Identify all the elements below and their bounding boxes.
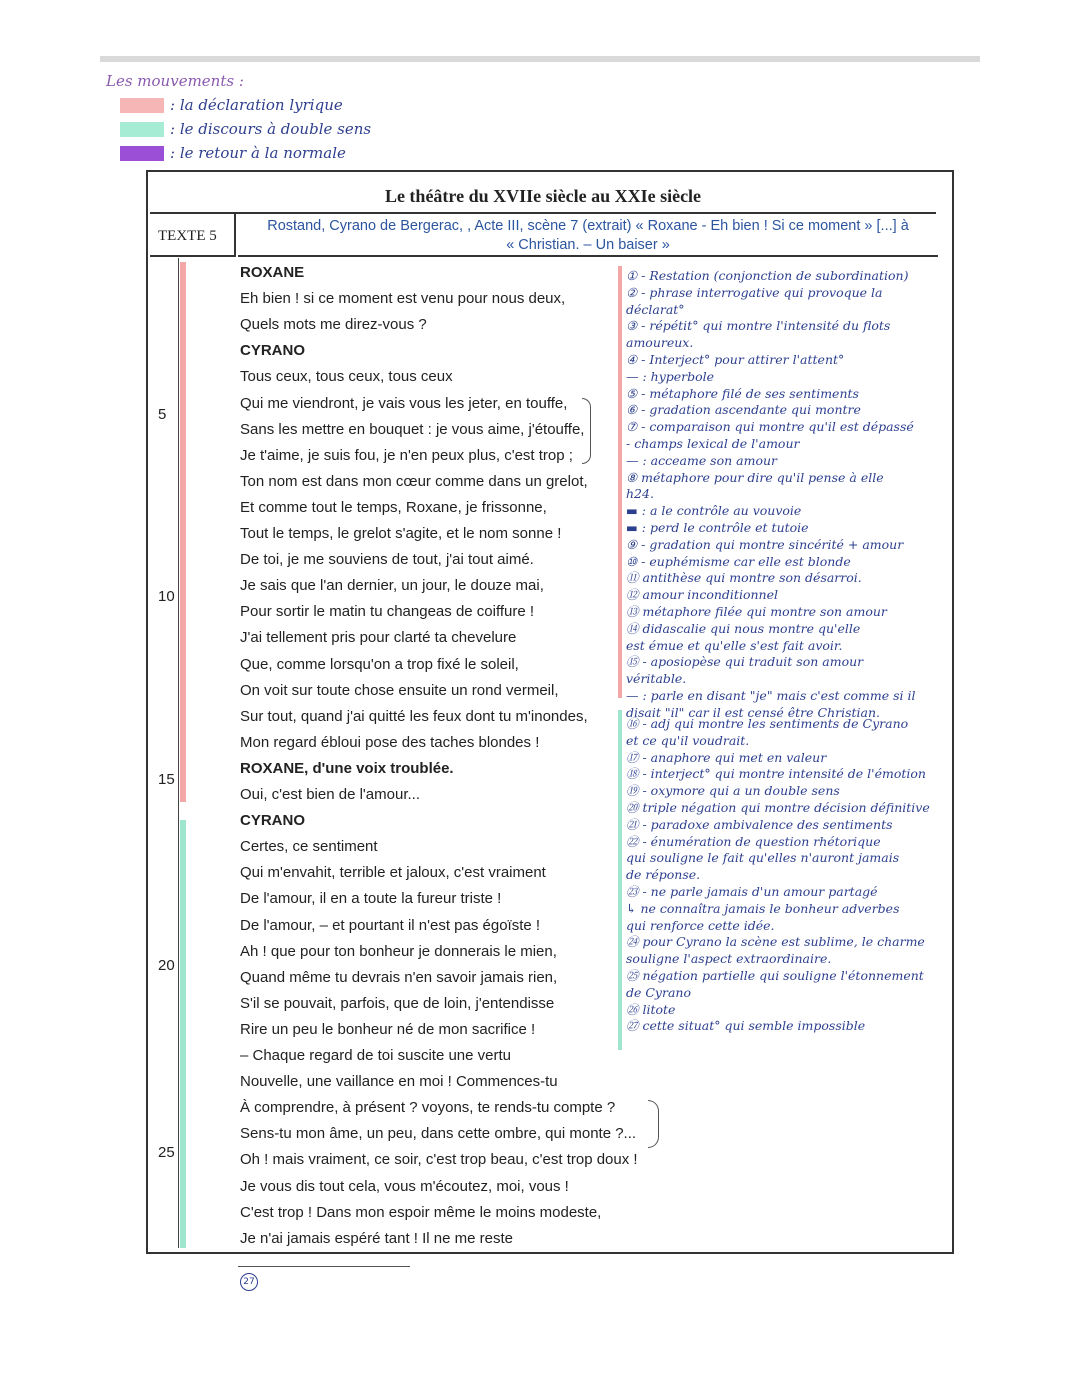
- annotation-note: ▬ : perd le contrôle et tutoie: [626, 519, 809, 535]
- annotation-note: ⑥ - gradation ascendante qui montre: [626, 402, 861, 418]
- verse-line: Ton nom est dans mon cœur comme dans un grelot,: [240, 472, 588, 490]
- line-number: 15: [158, 771, 175, 788]
- verse-line: Tous ceux, tous ceux, tous ceux: [240, 368, 453, 386]
- verse-line: Quand même tu devrais n'en savoir jamais rien,: [240, 968, 558, 986]
- annotation-note: ⑬ métaphore filée qui montre son amour: [626, 603, 887, 619]
- verse-line: De l'amour, – et pourtant il n'est pas égoïste !: [240, 916, 541, 934]
- notes-bar-green: [618, 710, 622, 1050]
- legend-label: : la déclaration lyrique: [170, 96, 343, 114]
- annotation-note: ⑪ antithèse qui montre son désarroi.: [626, 570, 862, 586]
- annotation-note: ㉖ litote: [626, 1001, 676, 1017]
- annotation-note: ⑭ didascalie qui nous montre qu'elle: [626, 620, 861, 636]
- annotation-note: — : parle en disant "je" mais c'est comme si il: [626, 687, 916, 703]
- legend-label: : le retour à la normale: [170, 144, 346, 162]
- annotation-note: véritable.: [626, 671, 687, 687]
- page-top-edge: [100, 56, 980, 62]
- speaker-name: ROXANE: [240, 264, 305, 281]
- source-reference: [238, 213, 938, 257]
- verse-line: Qui m'envahit, terrible et jaloux, c'est vraiment: [240, 864, 546, 882]
- annotation-note: ㉕ négation partielle qui souligne l'étonnement: [626, 967, 924, 983]
- annotation-note: de Cyrano: [626, 984, 692, 1000]
- legend-item: [106, 120, 371, 138]
- annotation-note: ⑧ métaphore pour dire qu'il pense à elle: [626, 469, 884, 485]
- annotation-note: amoureux.: [626, 335, 694, 351]
- legend-label: : le discours à double sens: [170, 120, 372, 138]
- verse-line: Sans les mettre en bouquet : je vous aime, j'étouffe,: [240, 420, 585, 438]
- annotation-note: qui renforce cette idée.: [626, 917, 775, 933]
- verse-line: Mon regard ébloui pose des taches blondes !: [240, 733, 540, 751]
- annotation-note: ⑯ - adj qui montre les sentiments de Cyrano: [626, 716, 909, 731]
- verse-line: Que, comme lorsqu'on a trop fixé le soleil,: [240, 655, 519, 673]
- annotation-note: ⑨ - gradation qui montre sincérité + amour: [626, 536, 904, 552]
- legend-swatch-pink: [120, 98, 164, 113]
- annotation-note: ⑳ triple négation qui montre décision définitive: [626, 799, 930, 815]
- annotation-note: ④ - Interject° pour attirer l'attent°: [626, 351, 845, 367]
- annotation-notes-top: [626, 268, 915, 722]
- verse-line: C'est trop ! Dans mon espoir même le moins modeste,: [240, 1203, 602, 1221]
- annotation-note: ㉔ pour Cyrano la scène est sublime, le charme: [626, 934, 925, 950]
- annotation-note: — : hyperbole: [626, 368, 715, 384]
- annotation-note: ㉒ - énumération de question rhétorique: [626, 833, 881, 849]
- legend-item: [106, 144, 371, 162]
- verse-line: Et comme tout le temps, Roxane, je frissonne,: [240, 498, 547, 516]
- verse-line: Sur tout, quand j'ai quitté les feux dont tu m'inondes,: [240, 707, 588, 725]
- annotation-note: ⑦ - comparaison qui montre qu'il est dépassé: [626, 419, 914, 435]
- notes-bar-pink: [618, 266, 622, 698]
- verse-line: De toi, je me souviens de tout, j'ai tout aimé.: [240, 551, 534, 569]
- verse-line: Oui, c'est bien de l'amour...: [240, 786, 420, 803]
- speaker-name: ROXANE, d'une voix troublée.: [240, 759, 454, 777]
- annotation-note: ㉗ cette situat° qui semble impossible: [626, 1018, 866, 1034]
- annotation-note: ↳ ne connaîtra jamais le bonheur adverbes: [626, 900, 900, 916]
- annotation-note: disait "il" car il est censé être Christian.: [626, 704, 881, 720]
- annotation-note: ⑩ - euphémisme car elle est blonde: [626, 553, 851, 569]
- brace-mark: [648, 1100, 659, 1148]
- verse-line: On voit sur toute chose ensuite un rond vermeil,: [240, 681, 559, 699]
- annotation-note: déclarat°: [626, 301, 685, 317]
- annotation-note: ▬ : a le contrôle au vouvoie: [626, 503, 802, 519]
- source-line-1: Rostand, Cyrano de Bergerac, , Acte III, scène 7 (extrait) « Roxane - Eh bien ! Si ce moment » [...] à: [267, 218, 909, 234]
- verse-line: Pour sortir le matin tu changeas de coiffure !: [240, 603, 535, 621]
- annotation-note: ② - phrase interrogative qui provoque la: [626, 284, 883, 300]
- annotation-notes-bottom: [626, 716, 930, 1035]
- verse-line: – Chaque regard de toi suscite une vertu: [240, 1047, 512, 1064]
- legend-item: [106, 96, 371, 114]
- speaker-name: CYRANO: [240, 342, 306, 360]
- annotation-note: ⑮ - aposiopèse qui traduit son amour: [626, 654, 864, 670]
- verse-line: Ah ! que pour ton bonheur je donnerais le mien,: [240, 942, 557, 960]
- speaker-name: CYRANO: [240, 812, 306, 830]
- source-line-2: « Christian. – Un baiser »: [506, 237, 670, 253]
- legend-swatch-purple: [120, 146, 164, 161]
- legend-swatch-green: [120, 122, 164, 137]
- annotation-note: ① - Restation (conjonction de subordination): [626, 268, 909, 283]
- verse-line: Certes, ce sentiment: [240, 838, 378, 856]
- annotation-note: ⑰ - anaphore qui met en valeur: [626, 749, 827, 765]
- verse-line: Quels mots me direz-vous ?: [240, 316, 427, 334]
- document-title: Le théâtre du XVIIe siècle au XXIe siècle: [150, 174, 936, 214]
- annotation-note: ⑱ - interject° qui montre intensité de l'émotion: [626, 766, 926, 782]
- verse-line: Je vous dis tout cela, vous m'écoutez, moi, vous !: [240, 1177, 569, 1195]
- legend-title: Les mouvements :: [106, 72, 244, 90]
- verse-line: Je t'aime, je suis fou, je n'en peux plus, c'est trop ;: [240, 446, 573, 464]
- annotation-note: et ce qu'il voudrait.: [626, 732, 750, 748]
- verse-line: S'il se pouvait, parfois, que de loin, j'entendisse: [240, 994, 555, 1012]
- annotation-note: - champs lexical de l'amour: [626, 435, 800, 451]
- verse-line: Je n'ai jamais espéré tant ! Il ne me reste: [240, 1229, 513, 1247]
- verse-line: Sens-tu mon âme, un peu, dans cette ombre, qui monte ?...: [240, 1125, 637, 1143]
- verse-line: Je sais que l'an dernier, un jour, le douze mai,: [240, 577, 544, 595]
- line-number: 20: [158, 957, 175, 974]
- line-number: 5: [158, 406, 167, 423]
- annotation-note: — : acceame son amour: [626, 452, 778, 468]
- bottom-underline: [238, 1266, 410, 1267]
- verse-line: De l'amour, il en a toute la fureur triste !: [240, 890, 502, 908]
- annotation-note: est émue et qu'elle s'est fait avoir.: [626, 637, 843, 653]
- annotation-note: ㉓ - ne parle jamais d'un amour partagé: [626, 883, 878, 899]
- verse-line: Qui me viendront, je vais vous les jeter, en touffe,: [240, 394, 568, 412]
- annotation-note: ⑲ - oxymore qui a un double sens: [626, 783, 840, 799]
- verse-line: Tout le temps, le grelot s'agite, et le nom sonne !: [240, 525, 562, 542]
- annotation-note: souligne l'aspect extraordinaire.: [626, 951, 832, 967]
- verse-line: À comprendre, à présent ? voyons, te rends-tu compte ?: [240, 1099, 616, 1117]
- verse-line: J'ai tellement pris pour clarté ta chevelure: [240, 629, 517, 647]
- text-label: TEXTE 5: [150, 213, 236, 257]
- annotation-circle: 27: [240, 1273, 258, 1291]
- verse-line: Eh bien ! si ce moment est venu pour nous deux,: [240, 290, 566, 308]
- brace-mark: [582, 398, 591, 464]
- line-number: 10: [158, 588, 175, 605]
- annotation-note: ③ - répétit° qui montre l'intensité du flots: [626, 318, 891, 334]
- legend: [106, 72, 371, 162]
- annotation-note: qui souligne le fait qu'elles n'auront jamais: [626, 850, 900, 866]
- annotation-note: ⑫ amour inconditionnel: [626, 587, 778, 603]
- annotation-note: de réponse.: [626, 867, 701, 883]
- verse-line: Oh ! mais vraiment, ce soir, c'est trop beau, c'est trop doux !: [240, 1151, 638, 1169]
- movement-bar-green: [180, 820, 186, 1248]
- annotation-note: ⑤ - métaphore filé de ses sentiments: [626, 385, 859, 401]
- annotation-note: ㉑ - paradoxe ambivalence des sentiments: [626, 816, 893, 832]
- verse-line: Nouvelle, une vaillance en moi ! Commences-tu: [240, 1073, 558, 1091]
- line-number: 25: [158, 1144, 175, 1161]
- verse-line: Rire un peu le bonheur né de mon sacrifice !: [240, 1020, 536, 1038]
- movement-bar-pink: [180, 262, 186, 802]
- annotation-note: h24.: [626, 486, 654, 502]
